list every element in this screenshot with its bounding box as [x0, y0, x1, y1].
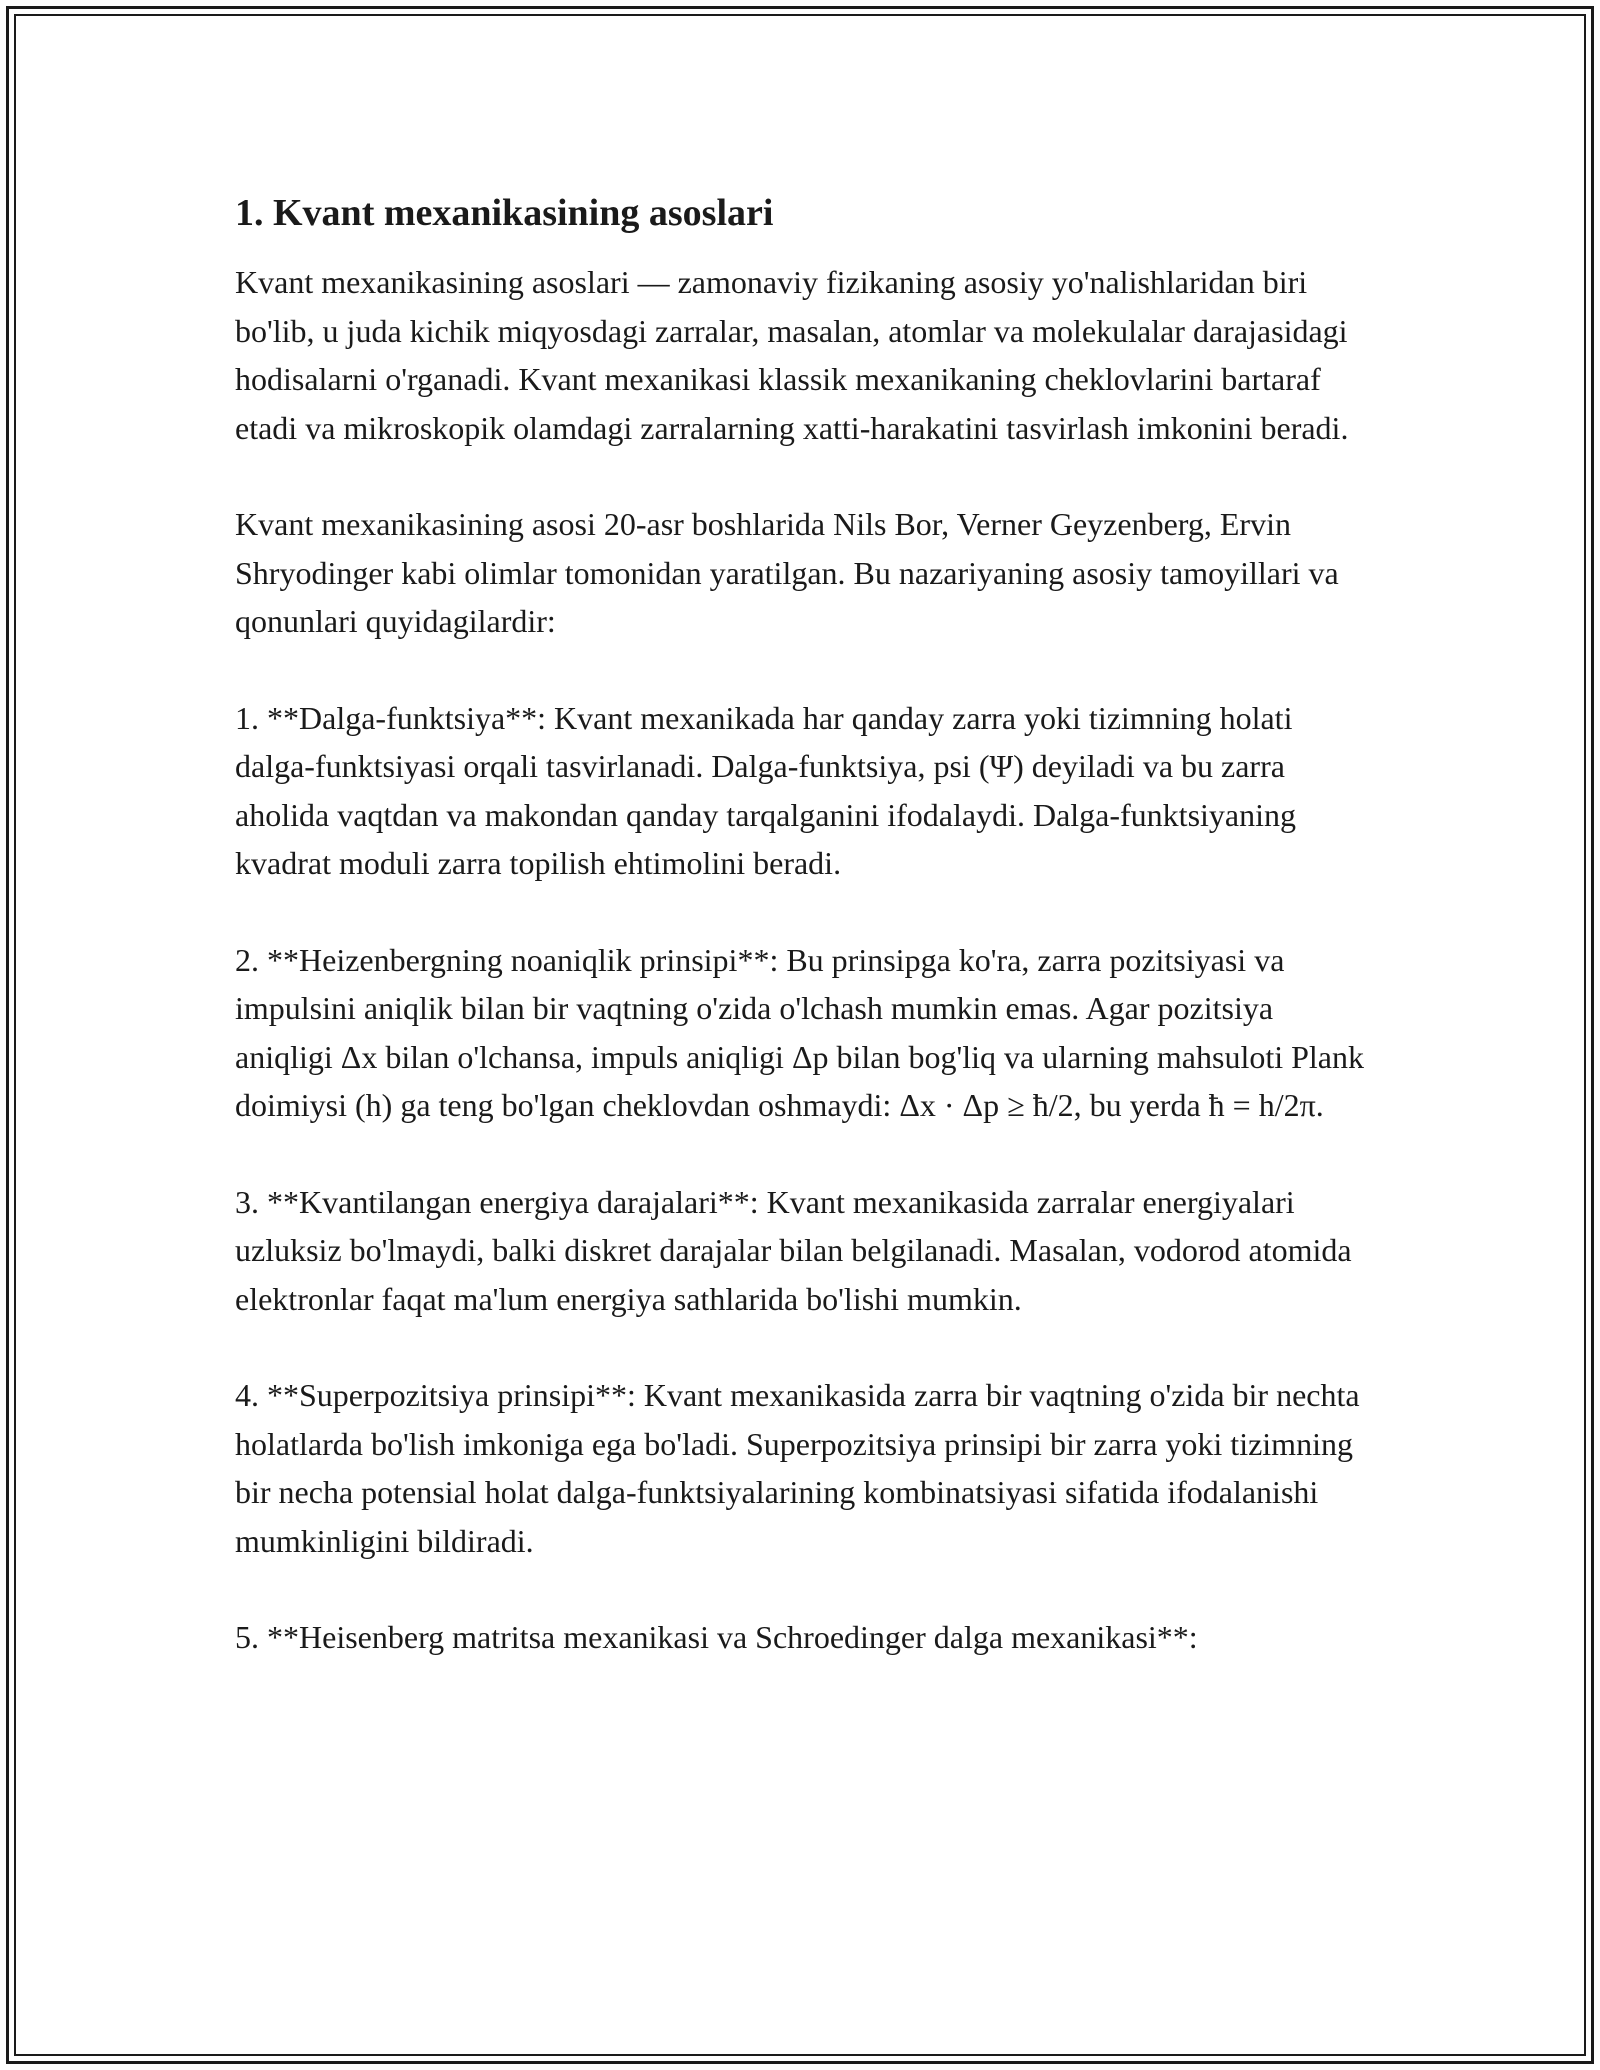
paragraph-history: Kvant mexanikasining asosi 20-asr boshlarida Nils Bor, Verner Geyzenberg, Ervin Shryodinger kabi olimlar tomonidan yaratilgan. Bu nazariyaning asosiy tamoyillari va qonunlari quyidagilardir: — [235, 506, 1339, 639]
document-body — [235, 188, 1375, 1710]
paragraph-superposition: 4. **Superpozitsiya prinsipi**: Kvant mexanikasida zarra bir vaqtning o'zida bir nechta holatlarda bo'lish imkoniga ega bo'ladi. Superpozitsiya prinsipi bir zarra yoki tizimning bir necha potensial holat dalga-funktsiyalarining kombinatsiyasi sifatida ifodalanishi mumkinligini bildiradi. — [235, 1377, 1360, 1559]
paragraph-wave-function: 1. **Dalga-funktsiya**: Kvant mexanikada har qanday zarra yoki tizimning holati dalga-funktsiyasi orqali tasvirlanadi. Dalga-funktsiya, psi (Ψ) deyiladi va bu zarra aholida vaqtdan va makondan qanday tarqalganini ifodalaydi. Dalga-funktsiyaning kvadrat moduli zarra topilish ehtimolini beradi. — [235, 699, 1296, 881]
section-heading: 1. Kvant mexanikasining asoslari — [235, 192, 774, 234]
paragraph-intro: Kvant mexanikasining asoslari — zamonaviy fizikaning asosiy yo'nalishlaridan biri bo'lib, u juda kichik miqyosdagi zarralar, masalan, atomlar va molekulalar darajasidagi hodisalarni o'rganadi. Kvant mexanikasi klassik mexanikaning cheklovlarini bartaraf etadi va mikroskopik olamdagi zarralarning xatti-harakatini tasvirlash imkonini beradi. — [235, 264, 1349, 446]
paragraph-energy-levels: 3. **Kvantilangan energiya darajalari**: Kvant mexanikasida zarralar energiyalari uzluksiz bo'lmaydi, balki diskret darajalar bilan belgilanadi. Masalan, vodorod atomida elektronlar faqat ma'lum energiya sathlarida bo'lishi mumkin. — [235, 1183, 1352, 1317]
paragraph-matrix-mechanics: 5. **Heisenberg matritsa mexanikasi va Schroedinger dalga mexanikasi**: — [235, 1619, 1198, 1655]
paragraph-uncertainty-principle: 2. **Heizenbergning noaniqlik prinsipi**: Bu prinsipga ko'ra, zarra pozitsiyasi va impulsini aniqlik bilan bir vaqtning o'zida o'lchash mumkin emas. Agar pozitsiya aniqligi Δx bilan o'lchansa, impuls aniqligi Δp bilan bog'liq va ularning mahsuloti Plank doimiysi (h) ga teng bo'lgan cheklovdan oshmaydi: Δx · Δp ≥ ħ/2, bu yerda ħ = h/2π. — [235, 941, 1364, 1123]
